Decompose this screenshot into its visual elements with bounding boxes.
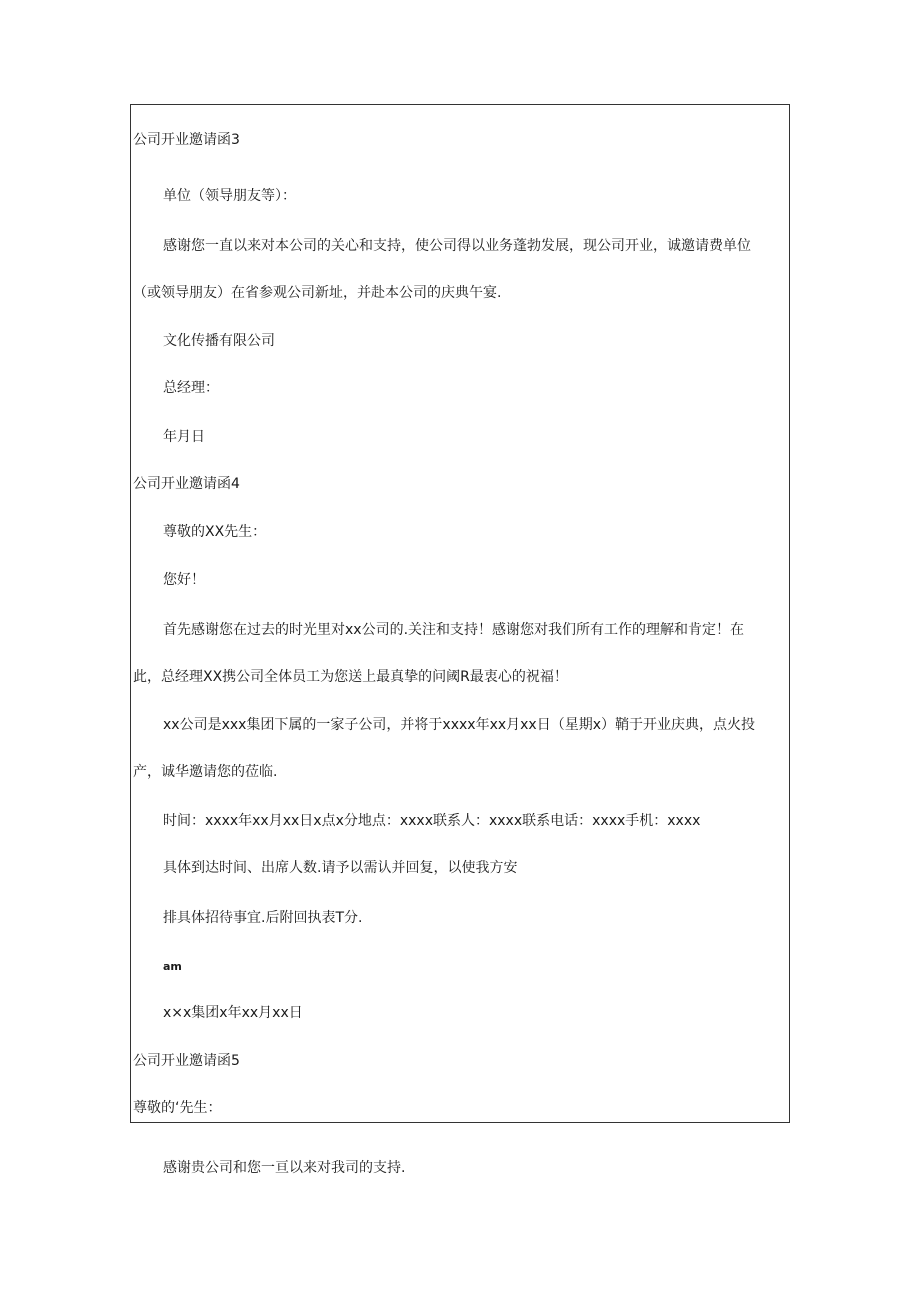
paragraph-line: 产，诚华邀请您的莅临. [133,764,278,780]
company-name: 文化传播有限公司 [163,333,275,349]
paragraph-line: 具体到达时间、出席人数.请予以需认并回复，以使我方安 [163,860,518,876]
document-frame [130,104,790,1123]
paragraph-line: 此，总经理XX携公司全体员工为您送上最真挚的问阈R最衷心的祝福！ [133,669,568,685]
section-heading: 公司开业邀请函4 [133,476,240,492]
signature-date: x×x集团x年xx月xx日 [163,1005,303,1021]
event-details: 时间：xxxx年xx月xx日x点x分地点：xxxx联系人：xxxx联系电话：xxxx手机：xxxx [163,813,701,829]
signature-mark: am [163,960,182,973]
section-heading: 公司开业邀请函5 [133,1053,240,1069]
date-line: 年月日 [163,429,205,445]
salutation: 单位（领导朋友等）： [163,188,296,204]
greeting: 您好！ [163,572,205,588]
paragraph-line: （或领导朋友）在省参观公司新址，并赴本公司的庆典午宴. [133,285,502,301]
salutation: 尊敬的‘先生： [133,1100,222,1116]
salutation: 尊敬的XX先生： [163,524,267,540]
manager-label: 总经理： [163,380,219,396]
paragraph-line: 感谢您一直以来对本公司的关心和支持，使公司得以业务蓬勃发展，现公司开业，诚邀请费单位 [163,238,751,254]
paragraph-line: 首先感谢您在过去的时光里对xx公司的.关注和支持！感谢您对我们所有工作的理解和肯定！在 [163,622,745,638]
paragraph-line: 排具体招待事宜.后附回执表T分. [163,910,363,926]
paragraph-line: 感谢贵公司和您一亘以来对我司的支持. [163,1160,406,1176]
section-heading: 公司开业邀请函3 [133,132,240,148]
paragraph-line: xx公司是xxx集团下属的一家子公司，并将于xxxx年xx月xx日（星期x）鞘于开业庆典，点火投 [163,717,755,733]
